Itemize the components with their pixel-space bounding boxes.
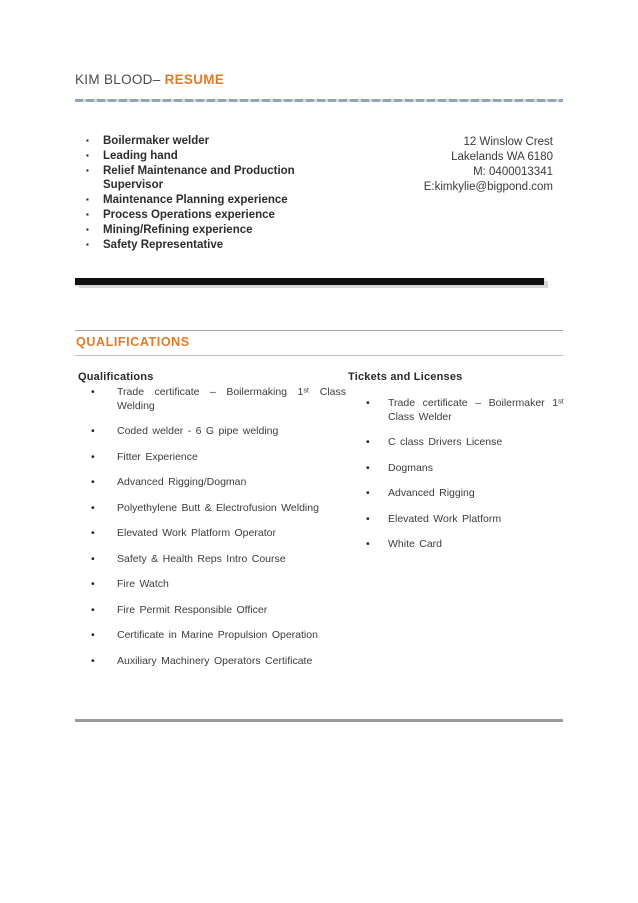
qualifications-column — [78, 371, 346, 680]
highlight-item — [86, 134, 334, 149]
qualification-text: Advanced Rigging/Dogman — [117, 476, 247, 488]
qualification-text: Polyethylene Butt & Electrofusion Welding — [117, 501, 319, 514]
dot-bullet-icon: • — [366, 397, 370, 409]
header-divider-dashed — [75, 99, 563, 102]
dot-bullet-icon: • — [91, 603, 95, 616]
highlight-text: Relief Maintenance and Production Supervisor — [103, 164, 295, 192]
page-title-resume: RESUME — [164, 72, 225, 87]
qualification-item — [78, 655, 346, 669]
ticket-item — [348, 436, 564, 450]
ticket-text: Dogmans — [388, 461, 433, 474]
square-bullet-icon: ▪ — [86, 239, 89, 249]
section-rule-top — [75, 330, 563, 331]
tickets-heading: Tickets and Licenses — [348, 371, 463, 383]
qualification-text: Fire Watch — [117, 578, 169, 590]
square-bullet-icon: ▪ — [86, 165, 89, 175]
qualifications-heading: Qualifications — [78, 371, 154, 383]
highlight-text: Process Operations experience — [103, 208, 275, 221]
highlight-text: Mining/Refining experience — [103, 223, 253, 236]
qualification-text: Coded welder - 6 G pipe welding — [117, 425, 279, 437]
highlight-text: Safety Representative — [103, 238, 224, 251]
dot-bullet-icon: • — [91, 450, 95, 463]
square-bullet-icon: ▪ — [86, 209, 89, 219]
ticket-item — [348, 487, 564, 501]
highlight-text: Leading hand — [103, 149, 178, 162]
qualification-item — [78, 425, 346, 439]
contact-line: M: 0400013341 — [473, 166, 553, 178]
ticket-text: White Card — [388, 538, 443, 550]
highlight-item — [86, 149, 334, 164]
qualification-text: Safety & Health Reps Intro Course — [117, 552, 286, 565]
contact-line: E:kimkylie@bigpond.com — [423, 181, 553, 193]
divider-bar — [75, 278, 544, 285]
qualification-item — [78, 604, 346, 618]
qualification-text: Fire Permit Responsible Officer — [117, 603, 268, 616]
qualification-text: Elevated Work Platform Operator — [117, 527, 276, 539]
square-bullet-icon: ▪ — [86, 136, 89, 145]
ticket-item — [348, 513, 564, 527]
qualification-text: Trade certificate – Boilermaking 1ˢᵗ Class Welding — [117, 386, 346, 412]
qualification-item — [78, 476, 346, 490]
contact-line: Lakelands WA 6180 — [451, 151, 553, 163]
page-bottom-rule — [75, 719, 563, 722]
qualification-item — [78, 451, 346, 465]
tickets-list — [348, 397, 564, 552]
dot-bullet-icon: • — [366, 487, 370, 499]
page-title-name: KIM BLOOD– — [75, 72, 165, 87]
dot-bullet-icon: • — [91, 654, 95, 667]
square-bullet-icon: ▪ — [86, 195, 89, 205]
contact-block — [424, 135, 553, 195]
ticket-text: Elevated Work Platform — [388, 512, 502, 525]
dot-bullet-icon: • — [91, 629, 95, 641]
square-bullet-icon: ▪ — [86, 150, 89, 160]
highlight-text: Boilermaker welder — [103, 135, 210, 147]
tickets-column — [348, 371, 564, 564]
dot-bullet-icon: • — [91, 425, 95, 437]
qualification-item — [78, 527, 346, 541]
ticket-text: Advanced Rigging — [388, 487, 475, 499]
page-title — [75, 72, 224, 87]
qualifications-list — [78, 386, 346, 668]
highlights-list — [86, 134, 334, 252]
contact-line: 12 Winslow Crest — [463, 136, 553, 148]
highlight-item — [86, 223, 334, 238]
ticket-text: C class Drivers License — [388, 436, 503, 448]
section-rule-bottom — [75, 355, 563, 356]
dot-bullet-icon: • — [366, 512, 370, 525]
qualification-item — [78, 629, 346, 643]
dot-bullet-icon: • — [91, 552, 95, 565]
highlight-item — [86, 238, 334, 253]
qualification-text: Certificate in Marine Propulsion Operation — [117, 629, 318, 641]
dot-bullet-icon: • — [91, 527, 95, 539]
ticket-item — [348, 397, 564, 424]
dot-bullet-icon: • — [366, 461, 370, 474]
dot-bullet-icon: • — [366, 436, 370, 448]
ticket-item — [348, 538, 564, 552]
qualification-item — [78, 553, 346, 567]
qualification-item — [78, 386, 346, 413]
qualification-item — [78, 502, 346, 516]
section-title: QUALIFICATIONS — [76, 335, 190, 349]
square-bullet-icon: ▪ — [86, 224, 89, 234]
highlight-item — [86, 164, 334, 194]
highlight-text: Maintenance Planning experience — [103, 194, 288, 207]
qualification-text: Fitter Experience — [117, 450, 198, 463]
highlight-item — [86, 193, 334, 208]
dot-bullet-icon: • — [366, 538, 370, 550]
qualification-text: Auxiliary Machinery Operators Certificate — [117, 654, 313, 667]
qualification-item — [78, 578, 346, 592]
ticket-text: Trade certificate – Boilermaker 1ˢᵗ Class Welder — [388, 397, 564, 423]
dot-bullet-icon: • — [91, 476, 95, 488]
dot-bullet-icon: • — [91, 578, 95, 590]
dot-bullet-icon: • — [91, 386, 95, 398]
dot-bullet-icon: • — [91, 501, 95, 514]
highlight-item — [86, 208, 334, 223]
ticket-item — [348, 462, 564, 476]
